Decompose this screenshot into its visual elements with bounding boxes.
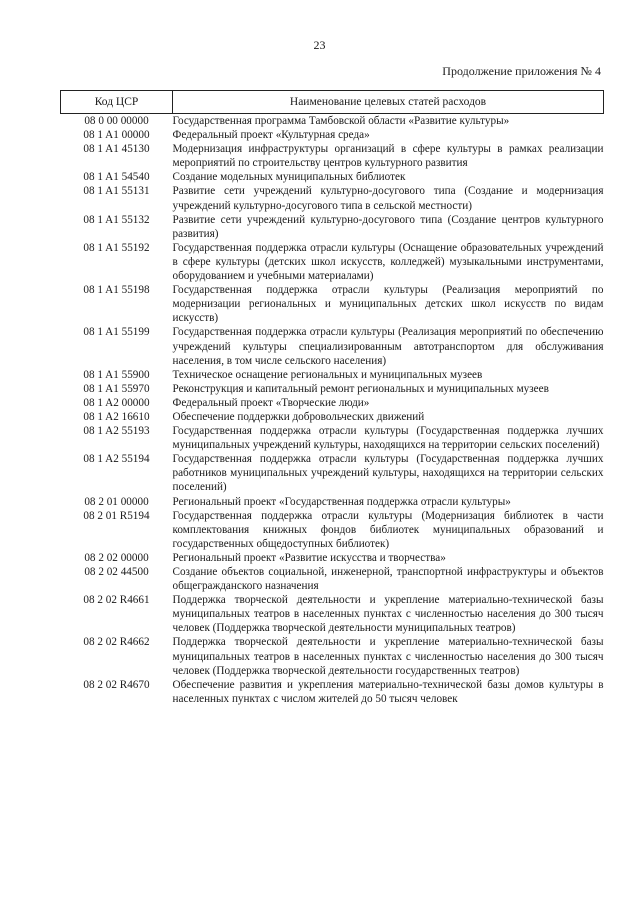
row-code: 08 0 00 00000 xyxy=(84,115,149,127)
row-code: 08 1 A1 55199 xyxy=(83,326,150,339)
table-row xyxy=(61,424,604,452)
row-code: 08 2 01 00000 xyxy=(84,495,149,508)
row-code: 08 1 A1 55131 xyxy=(83,185,150,198)
table-row xyxy=(61,678,604,706)
row-name: Государственная поддержка отрасли культуры (Государственная поддержка лучших работников муниципальных учреждений культуры, находящихся на территории сельских поселений) xyxy=(172,453,604,494)
row-code: 08 1 A1 55970 xyxy=(83,382,150,395)
appendix-continuation-note: Продолжение приложения № 4 xyxy=(442,64,601,78)
row-code: 08 2 02 44500 xyxy=(84,566,149,578)
row-name: Поддержка творческой деятельности и укрепление материально-технической базы муниципальных театров в населенных пунктах с численностью населения до 300 тысяч человек (Поддержка творческой деятельности муниципальных театров) xyxy=(172,594,604,635)
table-row xyxy=(61,325,604,367)
table-row xyxy=(61,410,604,424)
table-row xyxy=(61,551,604,565)
table-row xyxy=(61,509,604,551)
row-code: 08 1 A1 00000 xyxy=(83,129,150,142)
table-body xyxy=(61,114,604,706)
table-row xyxy=(61,452,604,494)
row-code: 08 2 02 R4661 xyxy=(83,594,150,607)
row-name: Развитие сети учреждений культурно-досугового типа (Создание и модернизация учреждений культурно-досугового типа в сельской местности) xyxy=(172,185,604,212)
table-row xyxy=(61,128,604,142)
table-row xyxy=(61,565,604,593)
row-code: 08 1 A1 55198 xyxy=(83,284,150,297)
row-name: Государственная поддержка отрасли культуры (Модернизация библиотек в части комплектования книжных фондов библиотек муниципальных образований и государственных общедоступных библиотек) xyxy=(172,509,604,550)
table-row xyxy=(61,170,604,184)
row-name: Создание модельных муниципальных библиотек xyxy=(172,171,406,184)
row-name: Государственная поддержка отрасли культуры (Реализация мероприятий по модернизации региональных и муниципальных детских школ искусств по видам искусств) xyxy=(172,284,604,325)
row-name: Создание объектов социальной, инженерной, транспортной инфраструктуры и объектов общегражданского назначения xyxy=(172,566,604,593)
row-code: 08 1 A1 55132 xyxy=(83,213,150,226)
row-name: Региональный проект «Развитие искусства и творчества» xyxy=(172,551,446,564)
target-expenditure-table xyxy=(60,90,604,706)
row-name: Государственная поддержка отрасли культуры (Государственная поддержка лучших муниципальных учреждений культуры, находящихся на территории сельских поселений) xyxy=(172,425,604,452)
table-row xyxy=(61,635,604,677)
row-name: Государственная поддержка отрасли культуры (Оснащение образовательных учреждений в сфере культуры (детских школ искусств, колледжей) музыкальными инструментами, оборудованием и учебными материалами) xyxy=(172,241,604,283)
row-code: 08 2 02 00000 xyxy=(84,551,149,564)
table-row xyxy=(61,283,604,325)
row-name: Развитие сети учреждений культурно-досугового типа (Создание центров культурного развития) xyxy=(172,213,604,240)
row-name: Модернизация инфраструктуры организаций в сфере культуры в рамках реализации мероприятий по строительству центров культурного развития xyxy=(172,143,604,170)
table-row xyxy=(61,213,604,241)
row-name: Региональный проект «Государственная поддержка отрасли культуры» xyxy=(172,495,511,508)
table-row xyxy=(61,184,604,212)
row-name: Государственная программа Тамбовской области «Развитие культуры» xyxy=(172,115,510,127)
page-number: 23 xyxy=(313,38,326,52)
header-name: Наименование целевых статей расходов xyxy=(173,91,604,114)
row-code: 08 2 02 R4662 xyxy=(83,636,150,649)
table-row xyxy=(61,593,604,635)
row-code: 08 1 A2 16610 xyxy=(83,410,150,423)
table-row xyxy=(61,495,604,509)
row-code: 08 1 A2 55194 xyxy=(83,453,150,466)
row-code: 08 1 A2 00000 xyxy=(83,396,150,409)
row-code: 08 2 02 R4670 xyxy=(83,678,150,691)
row-code: 08 1 A1 55900 xyxy=(83,368,150,381)
row-code: 08 2 01 R5194 xyxy=(83,509,150,522)
row-name: Поддержка творческой деятельности и укрепление материально-технической базы муниципальных театров в населенных пунктах с численностью населения до 300 тысяч человек (Поддержка творческой деятельности государственных театров) xyxy=(172,636,604,677)
table-row xyxy=(61,396,604,410)
row-code: 08 1 A1 55192 xyxy=(83,241,150,254)
row-name: Федеральный проект «Культурная среда» xyxy=(172,129,370,142)
row-name: Обеспечение развития и укрепления материально-технической базы домов культуры в населенных пунктах с числом жителей до 50 тысяч человек xyxy=(172,678,604,705)
table-row xyxy=(61,368,604,382)
table-row xyxy=(61,241,604,283)
row-code: 08 1 A1 45130 xyxy=(83,143,150,156)
row-name: Реконструкция и капитальный ремонт региональных и муниципальных музеев xyxy=(172,382,549,395)
row-name: Техническое оснащение региональных и муниципальных музеев xyxy=(172,368,483,381)
row-code: 08 1 A1 54540 xyxy=(83,171,150,184)
row-code: 08 1 A2 55193 xyxy=(83,425,150,438)
table-row xyxy=(61,114,604,129)
row-name: Федеральный проект «Творческие люди» xyxy=(172,396,370,409)
row-name: Обеспечение поддержки добровольческих движений xyxy=(172,410,425,423)
table-row xyxy=(61,382,604,396)
table-row xyxy=(61,142,604,170)
table-header-row xyxy=(61,91,604,114)
header-code: Код ЦСР xyxy=(61,91,173,114)
row-name: Государственная поддержка отрасли культуры (Реализация мероприятий по обеспечению учреждений культуры специализированным автотранспортом для обслуживания населения, в том числе сельского населения) xyxy=(172,326,604,367)
